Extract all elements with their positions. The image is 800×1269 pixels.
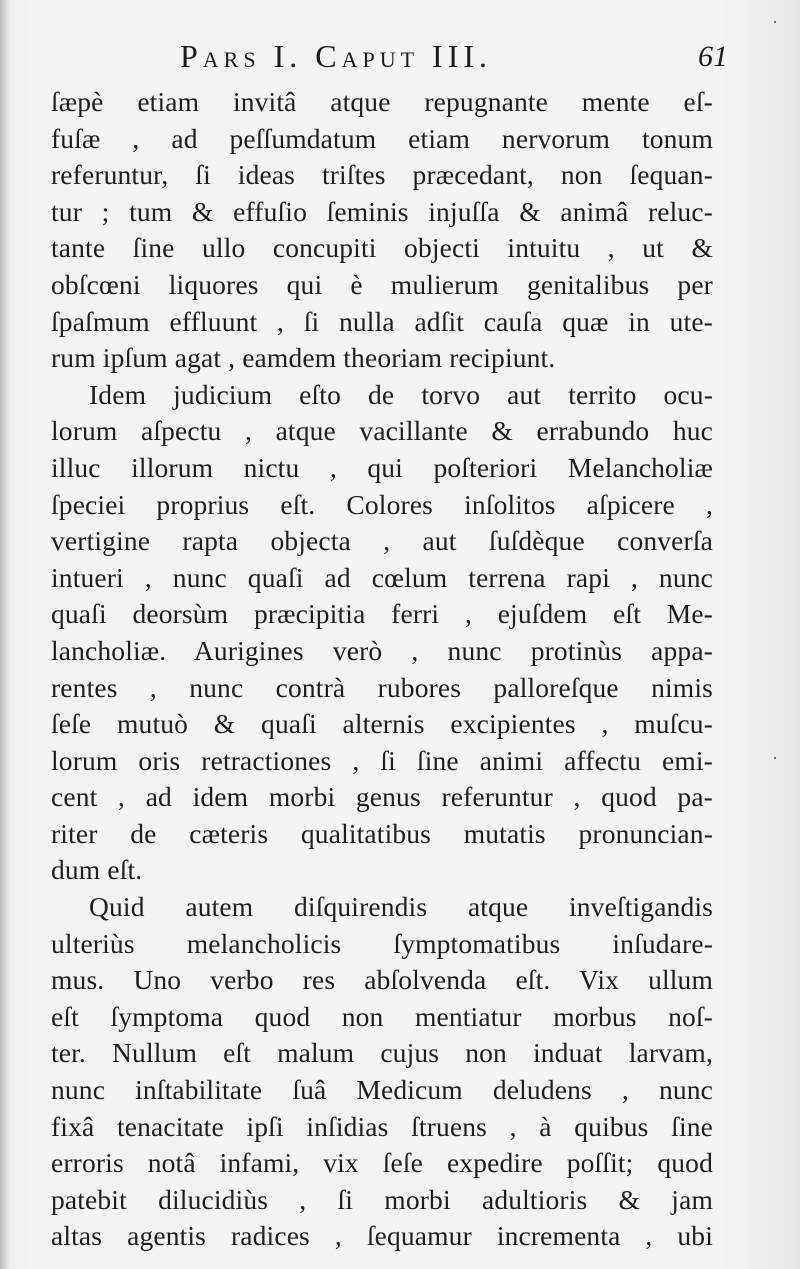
text-line: nunc inſtabilitate ſuâ Medicum deludens , nunc bbox=[51, 1074, 713, 1106]
text-line: ſæpè etiam invitâ atque repugnante mente eſ- bbox=[51, 86, 713, 117]
text-line: fixâ tenacitate ipſi inſidias ſtruens , à quibus ſine bbox=[51, 1110, 713, 1142]
text-line: riter de cæteris qualitatibus mutatis pronuncian- bbox=[51, 817, 713, 849]
margin-speck: · bbox=[772, 748, 778, 768]
running-head: Pars I. Caput III. bbox=[180, 38, 493, 74]
text-line: eſt ſymptoma quod non mentiatur morbus noſ- bbox=[51, 1000, 713, 1032]
text-line: lorum aſpectu , atque vacillante & errabundo huc bbox=[51, 415, 713, 447]
text-line: ulteriùs melancholicis ſymptomatibus inſudare- bbox=[51, 927, 713, 959]
text-line: illuc illorum nictu , qui poſteriori Melancholiæ bbox=[51, 451, 713, 483]
text-line: altas agentis radices , ſequamur incrementa , ubi bbox=[51, 1220, 713, 1252]
text-line: ſpeciei proprius eſt. Colores inſolitos aſpicere , bbox=[51, 488, 713, 520]
text-line: Quid autem diſquirendis atque inveſtigandis bbox=[89, 891, 713, 923]
body-text bbox=[51, 84, 713, 1255]
text-line: lancholiæ. Aurigines verò , nunc protinùs appa- bbox=[51, 634, 713, 666]
text-line: lorum oris retractiones , ſi ſine animi affectu emi- bbox=[51, 744, 713, 776]
text-line: dum eſt. bbox=[51, 854, 143, 886]
margin-speck: · bbox=[772, 12, 778, 32]
text-line: Idem judicium eſto de torvo aut territo ocu- bbox=[89, 378, 713, 410]
page-header bbox=[60, 38, 728, 84]
text-line: tante ſine ullo concupiti objecti intuitu , ut & bbox=[51, 232, 713, 264]
text-line: erroris notâ infami, vix ſeſe expedire poſſit; quod bbox=[51, 1147, 713, 1179]
text-line: intueri , nunc quaſi ad cœlum terrena rapi , nunc bbox=[51, 561, 713, 593]
text-line: rentes , nunc contrà rubores palloreſque nimis bbox=[51, 671, 713, 703]
text-line: rum ipſum agat , eamdem theoriam recipiunt. bbox=[51, 342, 556, 374]
text-line: referuntur, ſi ideas triſtes præcedant, non ſequan- bbox=[51, 159, 713, 191]
text-line: tur ; tum & effuſio ſeminis injuſſa & animâ reluc- bbox=[51, 195, 713, 227]
text-line: quaſi deorsùm præcipitia ferri , ejuſdem eſt Me- bbox=[51, 598, 713, 630]
text-line: patebit dilucidiùs , ſi morbi adultioris & jam bbox=[51, 1183, 713, 1215]
text-line: fuſæ , ad peſſumdatum etiam nervorum tonum bbox=[51, 122, 713, 154]
text-line: vertigine rapta objecta , aut ſuſdèque converſa bbox=[51, 525, 713, 557]
page-number: 61 bbox=[698, 40, 728, 73]
text-line: mus. Uno verbo res abſolvenda eſt. Vix ullum bbox=[51, 964, 713, 996]
text-line: ter. Nullum eſt malum cujus non induat larvam, bbox=[51, 1037, 713, 1069]
text-line: ſpaſmum effluunt , ſi nulla adſit cauſa quæ in ute- bbox=[51, 305, 713, 337]
text-line: obſcœni liquores qui è mulierum genitalibus per bbox=[51, 268, 713, 300]
text-line: ſeſe mutuò & quaſi alternis excipientes , muſcu- bbox=[51, 708, 713, 740]
text-line: cent , ad idem morbi genus referuntur , quod pa- bbox=[51, 781, 713, 813]
